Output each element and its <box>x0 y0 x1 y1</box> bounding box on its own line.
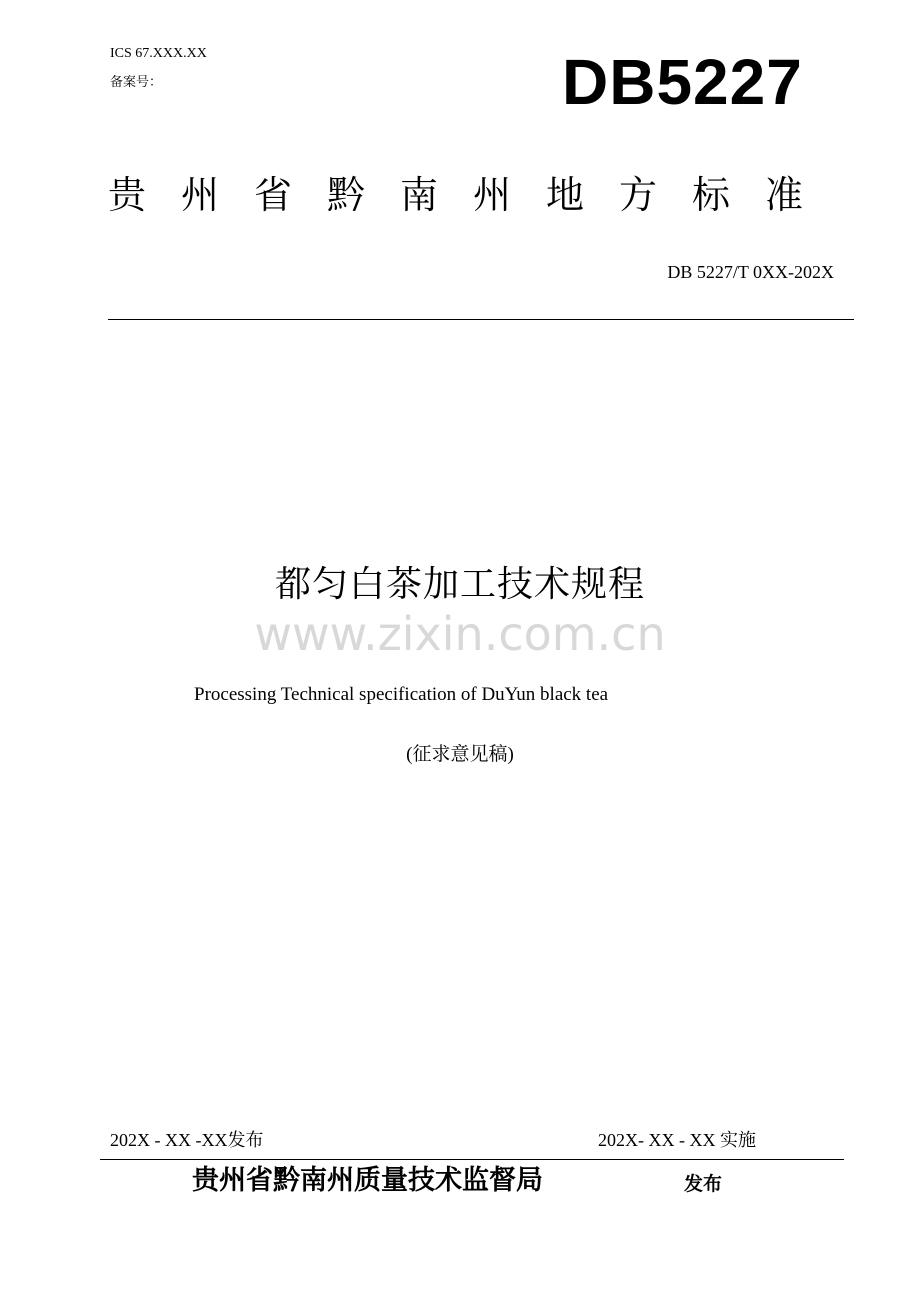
document-title: 都匀白茶加工技术规程 <box>274 564 645 605</box>
implement-date: 202X- XX - XX 实施 <box>598 1130 756 1150</box>
ics-code: ICS 67.XXX.XX <box>110 46 207 61</box>
document-title-english: Processing Technical specification of DuYun black tea <box>194 684 609 705</box>
issuing-suffix: 发布 <box>684 1173 723 1195</box>
publish-date: 202X - XX -XX发布 <box>110 1130 264 1150</box>
top-divider <box>108 319 854 320</box>
standard-category-title: 贵州省黔南州地方标准 <box>108 173 839 217</box>
draft-status: (征求意见稿) <box>406 744 514 765</box>
watermark: www.zixin.com.cn <box>254 607 666 661</box>
issuing-authority: 贵州省黔南州质量技术监督局 <box>192 1165 543 1196</box>
standard-number: DB 5227/T 0XX-202X <box>667 262 834 282</box>
standard-logo: DB5227 <box>562 46 803 118</box>
record-number-label: 备案号： <box>110 75 163 90</box>
bottom-divider <box>100 1159 844 1160</box>
